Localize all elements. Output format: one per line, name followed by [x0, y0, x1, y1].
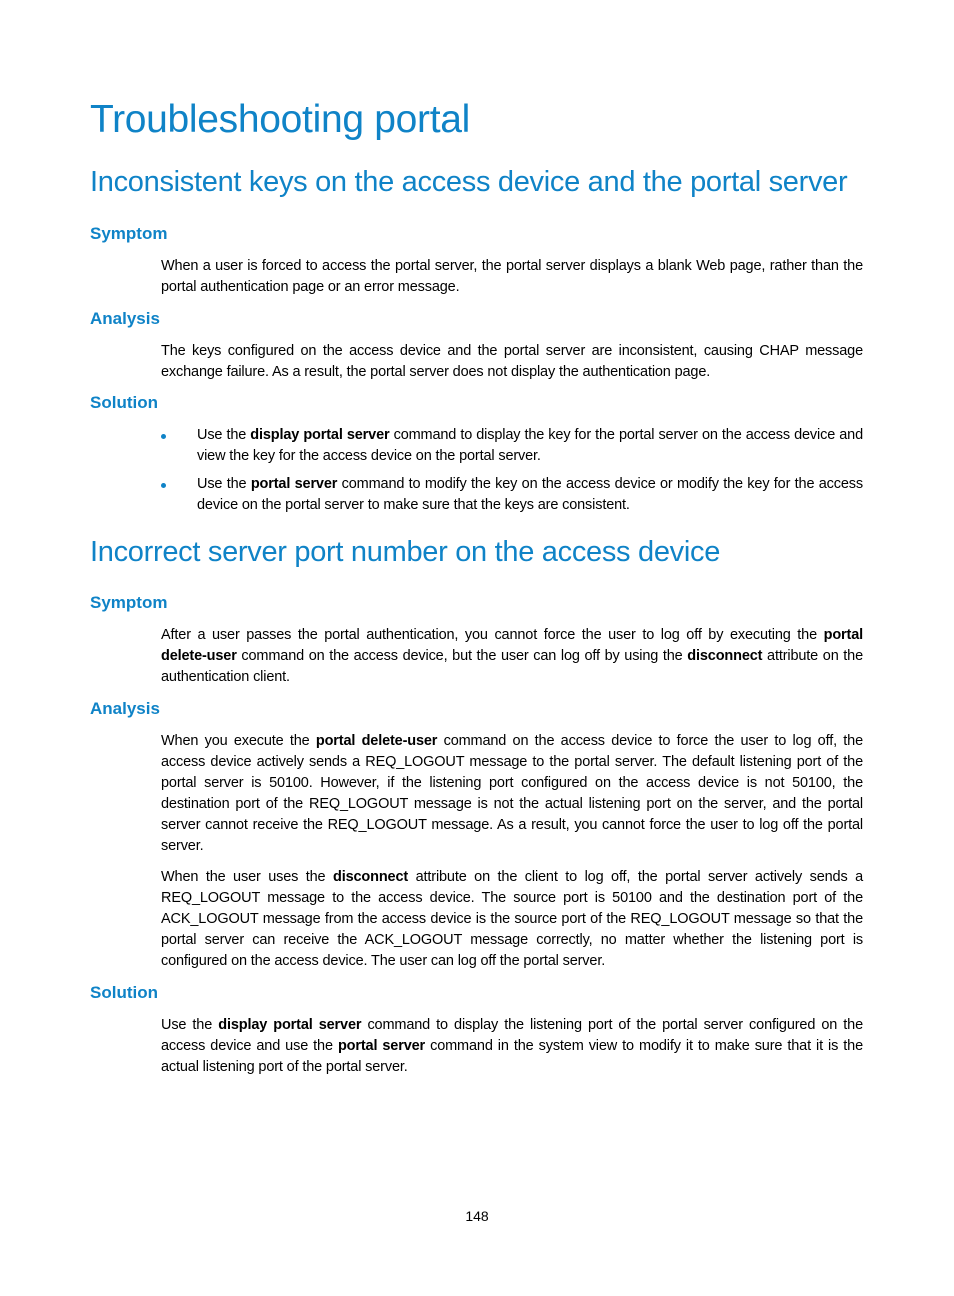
analysis-text: When the user uses the disconnect attribute on the client to log off, the portal server actively sends a REQ_LOGOUT message to the access device. The source port is 50100 and the destination port of the ACK_LOGOUT message from the access device is the source port of the REQ_LOGOUT message so that the portal server can receive the ACK_LOGOUT message correctly, no matter whether the listening port is configured on the access device. The user can log off the portal server. — [161, 869, 863, 969]
analysis-heading: Analysis — [90, 699, 160, 718]
command-name: portal delete-user — [161, 627, 863, 664]
solution-heading: Solution — [90, 393, 158, 412]
symptom-text: When a user is forced to access the portal server, the portal server displays a blank Web page, rather than the portal authentication page or an error message. — [161, 258, 863, 295]
list-item-text: Use the display portal server command to display the key for the portal server on the access device and view the key for the access device on the portal server. — [197, 427, 863, 464]
symptom-text: After a user passes the portal authentication, you cannot force the user to log off by executing the portal delete-user command on the access device, but the user can log off by using the disconnect attribute on the authentication client. — [161, 627, 864, 685]
attribute-name: disconnect — [333, 869, 409, 885]
page-number: 148 — [465, 1208, 489, 1224]
command-name: display portal server — [218, 1017, 362, 1033]
bullet-icon — [161, 483, 166, 488]
section-heading-inconsistent-keys: Inconsistent keys on the access device and the portal server — [90, 166, 848, 198]
command-name: portal server — [337, 1038, 426, 1054]
analysis-text: When you execute the portal delete-user command on the access device to force the user to log off, the access device actively sends a REQ_LOGOUT message to the portal server. The default listening port of the portal server is 50100. However, if the listening port configured on the access device is not 50100, the destination port of the REQ_LOGOUT message is not the actual listening port on the server, and the portal server cannot receive the REQ_LOGOUT message. As a result, you cannot force the user to log off the portal server. — [161, 733, 863, 854]
command-name: portal server — [250, 476, 338, 492]
solution-heading: Solution — [90, 983, 158, 1002]
symptom-heading: Symptom — [90, 224, 168, 243]
bullet-icon — [161, 434, 166, 439]
page-title: Troubleshooting portal — [90, 98, 471, 141]
solution-text: Use the display portal server command to display the listening port of the portal server configured on the access device and use the portal server command in the system view to modify it to make sure that it is the actual listening port of the portal server. — [161, 1017, 863, 1075]
symptom-heading: Symptom — [90, 593, 168, 612]
analysis-heading: Analysis — [90, 309, 160, 328]
section-heading-incorrect-port: Incorrect server port number on the access device — [90, 536, 721, 568]
analysis-text: The keys configured on the access device and the portal server are inconsistent, causing CHAP message exchange failure. As a result, the portal server does not display the authentication page. — [161, 343, 863, 380]
command-name: portal delete-user — [315, 733, 438, 749]
command-name: display portal server — [250, 427, 390, 443]
list-item-text: Use the portal server command to modify the key on the access device or modify the key for the access device on the portal server to make sure that the keys are consistent. — [197, 476, 864, 513]
attribute-name: disconnect — [687, 648, 763, 664]
